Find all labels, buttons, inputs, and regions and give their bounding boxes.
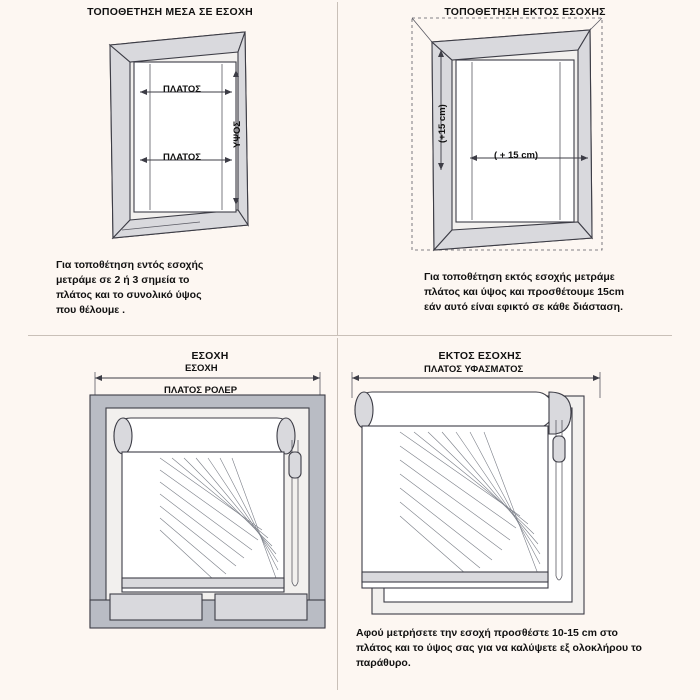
top-right-title: ΤΟΠΟΘΕΤΗΣΗ ΕΚΤΟΣ ΕΣΟΧΗΣ [444,6,606,18]
label-platos-roler: ΠΛΑΤΟΣ ΡΟΛΕΡ [164,385,238,396]
label-esochi: ΕΣΟΧΗ [185,363,218,374]
label-horizontal-add: ( + 15 cm) [494,150,539,161]
label-vertical-add: (+15 cm) [437,104,448,143]
top-left-caption: Για τοποθέτηση εντός εσοχής μετράμε σε 2 ή 3 σημεία το πλάτος και το συνολικό ύψος που θέλουμε . [56,259,204,316]
label-width-bottom: ΠΛΑΤΟΣ [163,152,201,163]
top-left-title: ΤΟΠΟΘΕΤΗΣΗ ΜΕΣΑ ΣΕ ΕΣΟΧΗ [87,6,253,18]
bottom-left-title: ΕΣΟΧΗ [191,350,229,362]
bottom-right-title: ΕΚΤΟΣ ΕΣΟΧΗΣ [438,350,522,362]
label-height: ΥΨΟΣ [232,120,243,148]
top-right-caption: Για τοποθέτηση εκτός εσοχής μετράμε πλάτος και ύψος και προσθέτουμε 15cm εάν αυτό είναι εφικτό σε κάθε διάσταση. [424,271,625,313]
label-width-top: ΠΛΑΤΟΣ [163,84,201,95]
bottom-right-caption: Αφού μετρήσετε την εσοχή προσθέστε 10-15 cm στο πλάτος και το ύψος σας για να καλύψετε εξ ολοκλήρου το παράθυρο. [356,627,642,669]
label-platos-yfasmatos: ΠΛΑΤΟΣ ΥΦΑΣΜΑΤΟΣ [424,364,524,375]
